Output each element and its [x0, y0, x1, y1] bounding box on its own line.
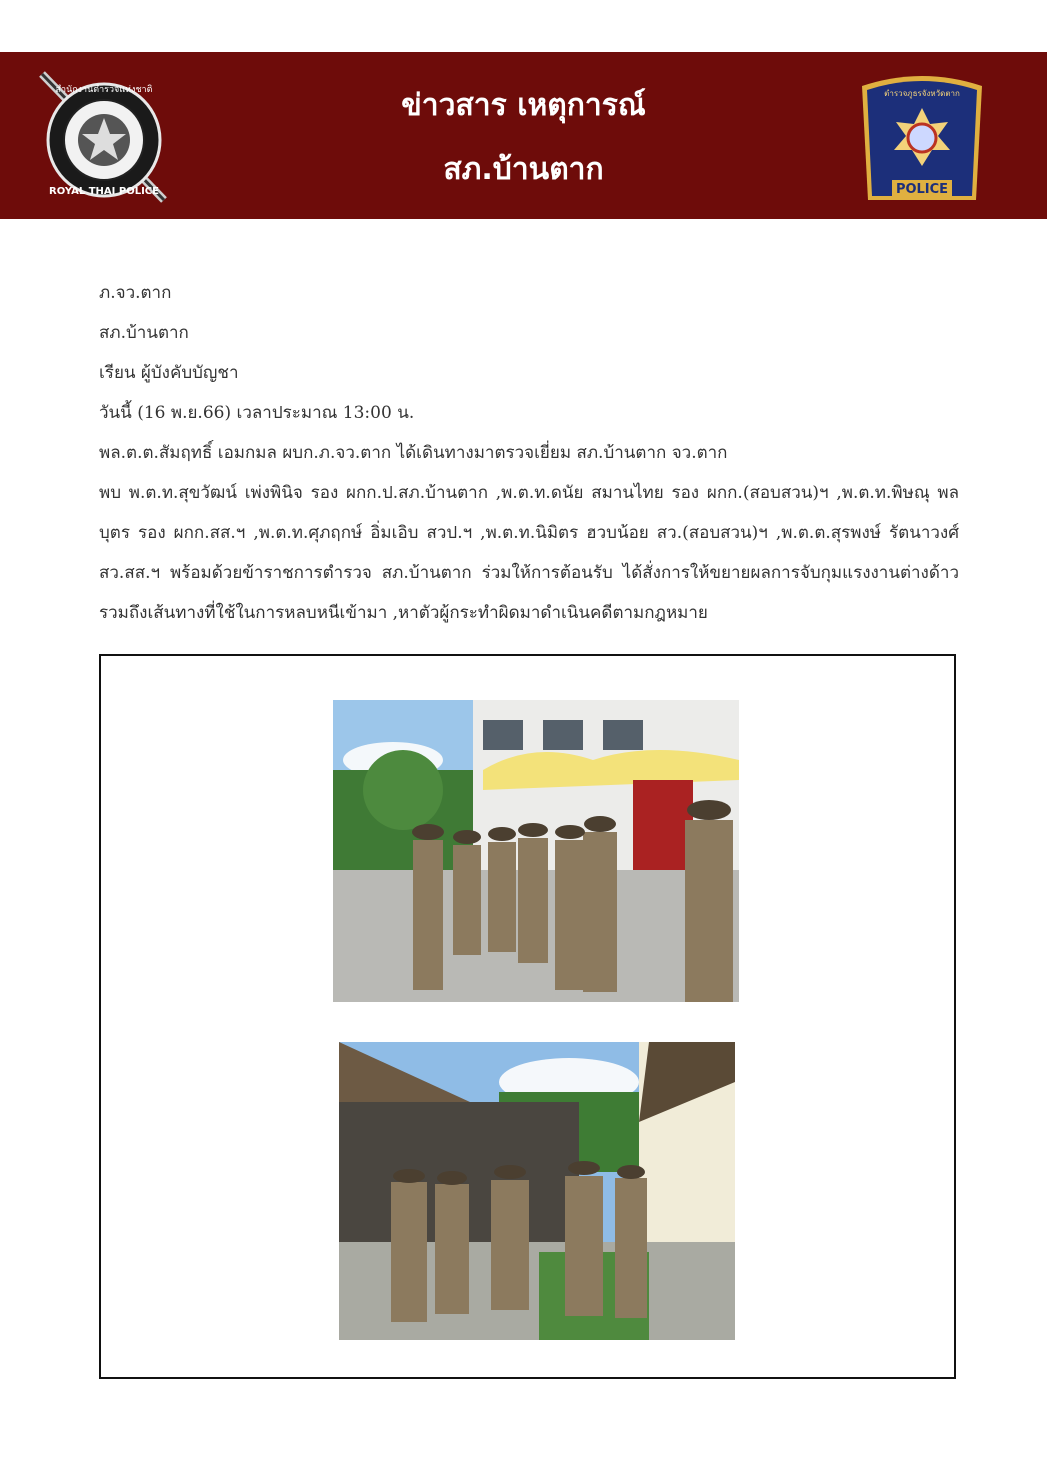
right-logo-thai-text: ตำรวจภูธรจังหวัดตาก — [884, 89, 960, 98]
salutation-line: เรียน ผู้บังคับบัญชา — [99, 363, 239, 383]
visit-line: พล.ต.ต.สัมฤทธิ์ เอมกมล ผบก.ภ.จว.ตาก ได้เดินทางมาตรวจเยี่ยม สภ.บ้านตาก จว.ตาก — [99, 443, 728, 463]
tak-provincial-police-badge-icon — [852, 72, 992, 204]
station-line: สภ.บ้านตาก — [99, 323, 189, 343]
right-logo-police-text: POLICE — [895, 182, 949, 197]
document-body — [99, 273, 959, 633]
header-banner — [0, 52, 1047, 219]
photo-officers-saluting-at-station — [333, 700, 739, 1002]
photo-officers-inspecting-housing — [339, 1042, 735, 1340]
left-logo-thai-text: สำนักงานตำรวจแห่งชาติ — [55, 85, 153, 95]
province-line: ภ.จว.ตาก — [99, 283, 172, 303]
date-line: วันนี้ (16 พ.ย.66) เวลาประมาณ 13:00 น. — [99, 403, 415, 423]
left-logo-english-text: ROYAL THAI POLICE — [49, 186, 159, 197]
station-name: สภ.บ้านตาก — [443, 152, 604, 187]
page-title: ข่าวสาร เหตุการณ์ — [401, 88, 646, 123]
photo-frame — [99, 654, 956, 1379]
royal-thai-police-seal-icon — [34, 68, 174, 208]
details-paragraph: พบ พ.ต.ท.สุขวัฒน์ เพ่งพินิจ รอง ผกก.ป.สภ.บ้านตาก ,พ.ต.ท.ดนัย สมานไทย รอง ผกก.(สอบสวน)ฯ ,พ.ต.ท.พิษณุ พลบุตร รอง ผกก.สส.ฯ ,พ.ต.ท.ศุภฤกษ์ อิ่มเอิบ สวป.ฯ ,พ.ต.ท.นิมิตร ฮวบน้อย สว.(สอบสวน)ฯ ,พ.ต.ต.สุรพงษ์ รัตนาวงศ์ สว.สส.ฯ พร้อมด้วยข้าราชการตำรวจ สภ.บ้านตาก ร่วมให้การต้อนรับ ได้สั่งการให้ขยายผลการจับกุมแรงงานต่างด้าวรวมถึงเส้นทางที่ใช้ในการหลบหนีเข้ามา ,หาตัวผู้กระทำผิดมาดำเนินคดีตามกฎหมาย — [99, 483, 959, 623]
